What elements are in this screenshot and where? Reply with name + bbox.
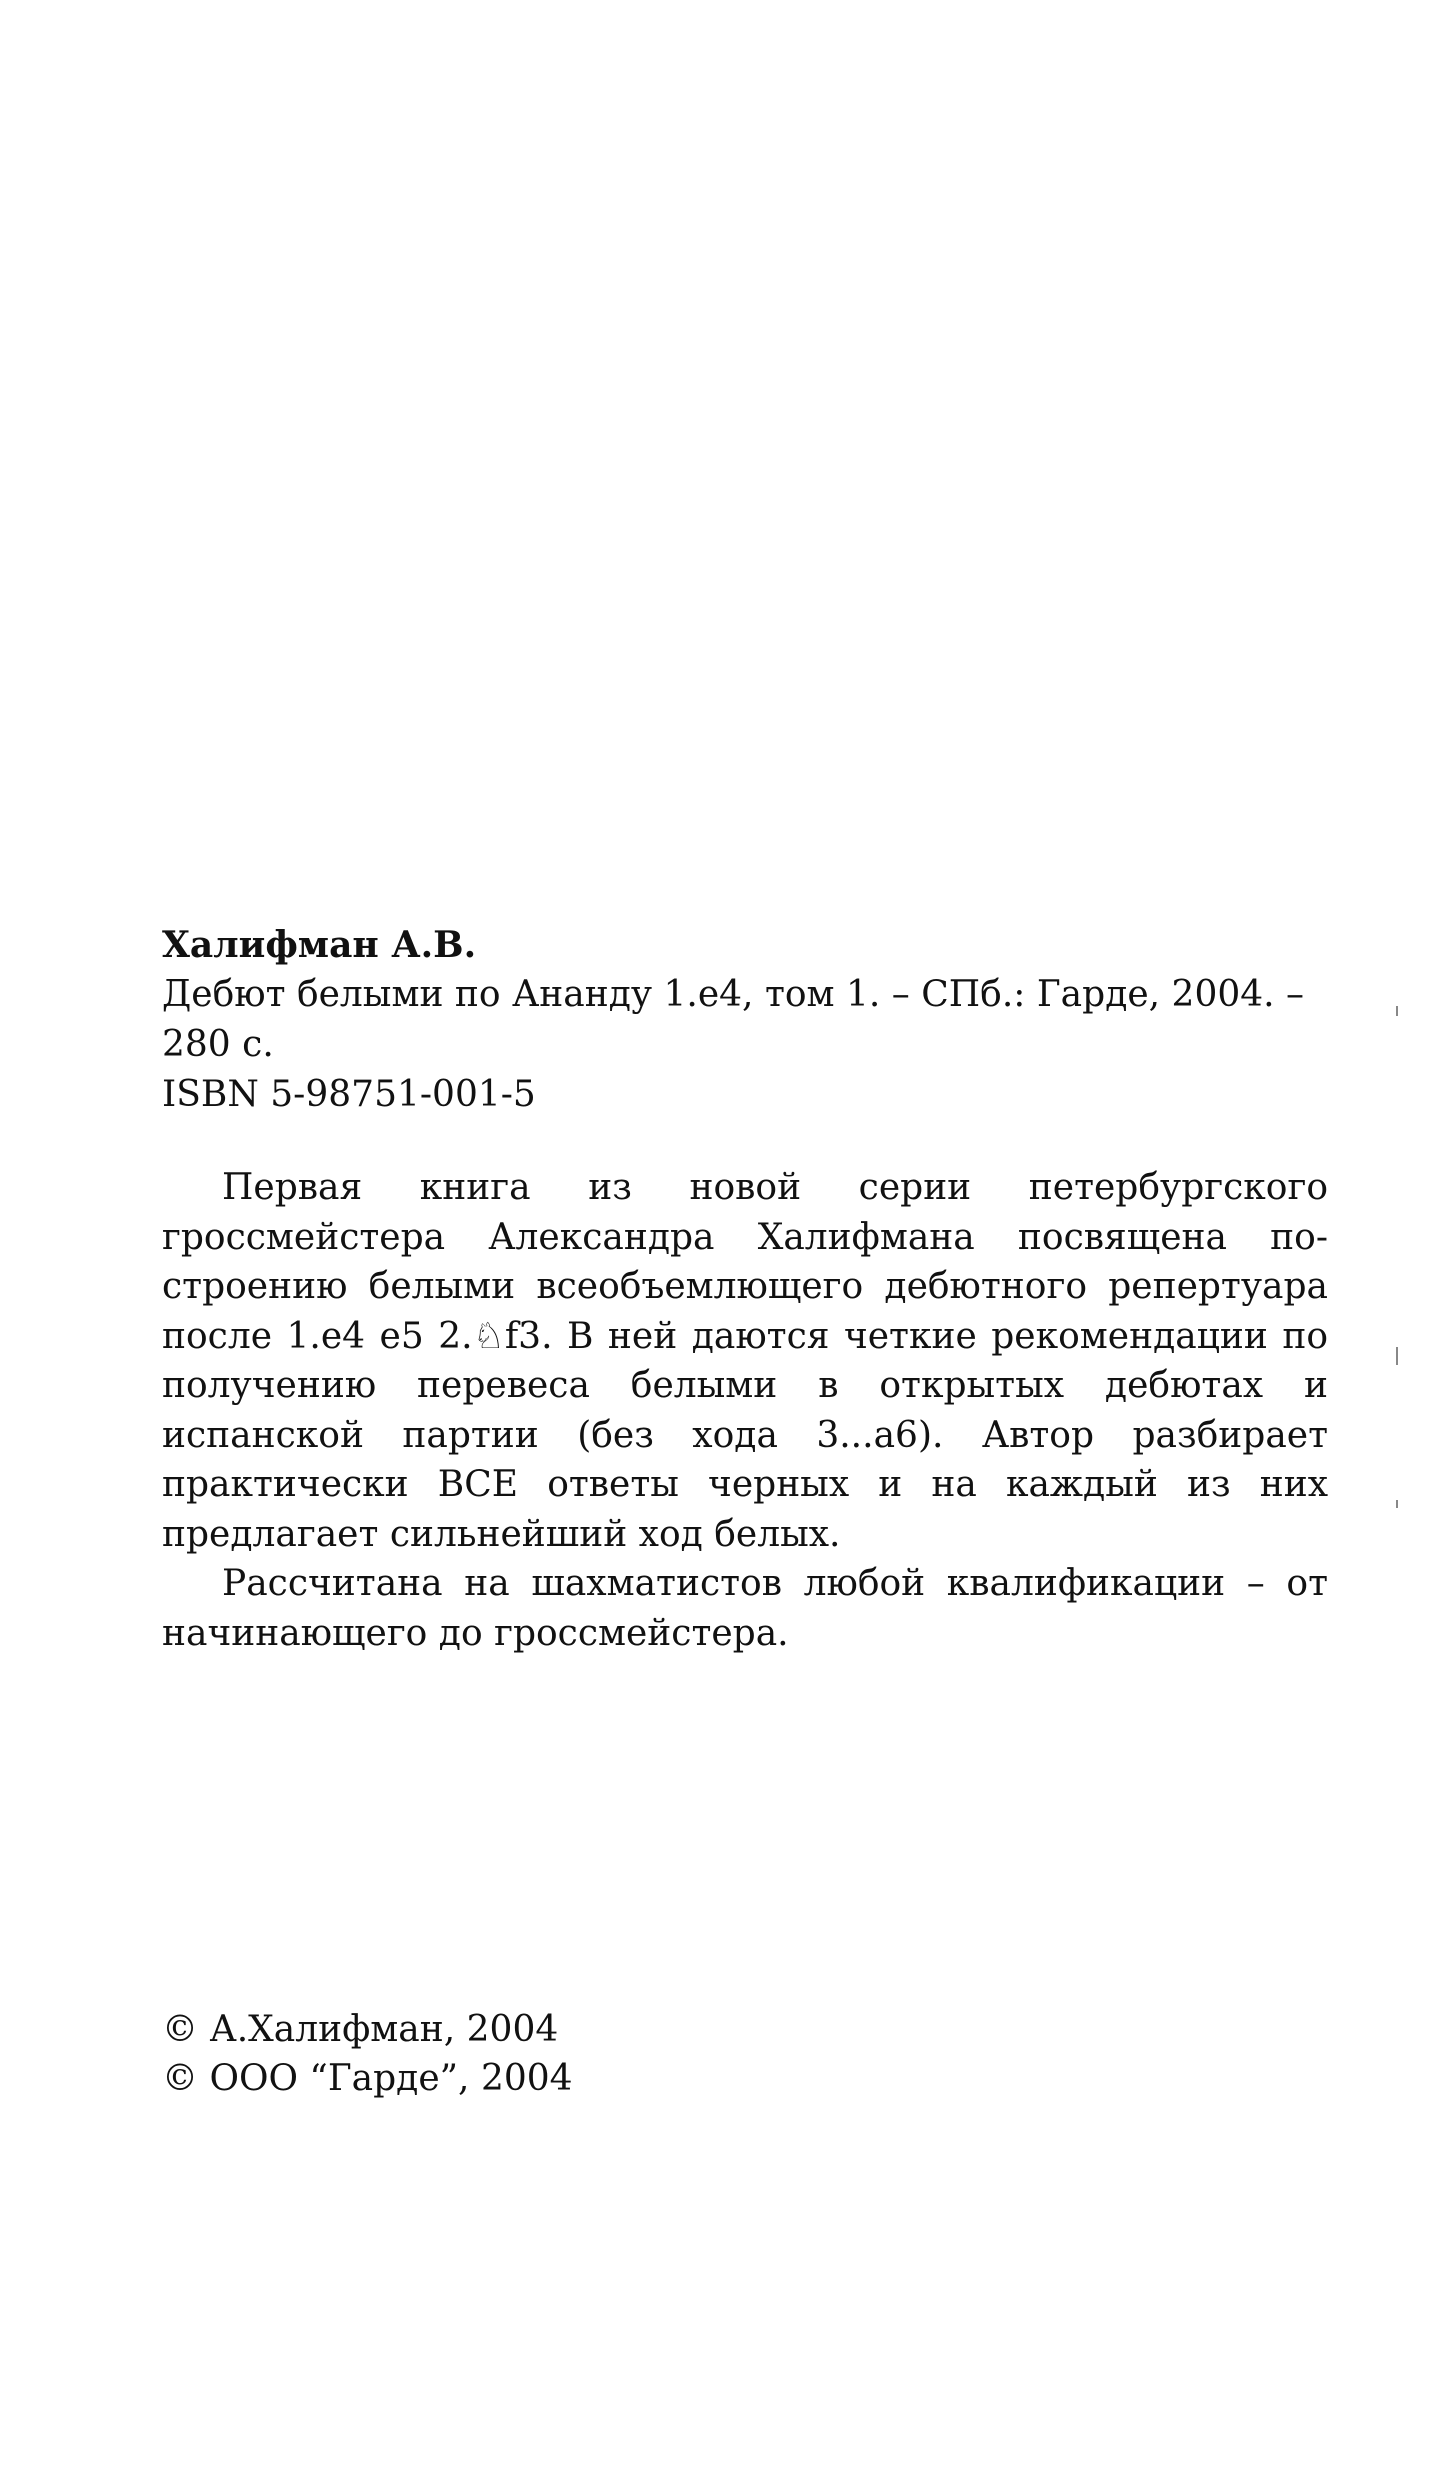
scan-mark <box>1396 1347 1398 1365</box>
author-name: Халифман А.В. <box>162 924 477 966</box>
copyright-block <box>162 2005 573 2103</box>
bibliographic-record <box>162 920 1322 1120</box>
copyright-publisher: © ООО “Гарде”, 2004 <box>162 2058 573 2099</box>
scan-mark <box>1396 1500 1398 1508</box>
isbn: ISBN 5-98751-001-5 <box>162 1074 536 1115</box>
scan-mark <box>1396 1006 1398 1016</box>
copyright-author: © А.Халифман, 2004 <box>162 2009 559 2050</box>
annotation-paragraph: Рассчитана на шахматистов любой квалификации – от начинающего до гроссмейстера. <box>162 1563 1328 1654</box>
annotation <box>162 1163 1328 1658</box>
page-count: 280 с. <box>162 1024 274 1065</box>
annotation-paragraph: Первая книга из новой серии петербургского гроссмейстера Александра Халифмана посвящена построению белыми всеобъемлющего дебютного репертуара после 1.е4 е5 2.♘f3. В ней даются четкие рекомендации по получению перевеса белыми в открытых дебютах и испанской партии (без хода 3...а6). Автор разбирает практически ВСЕ ответы черных и на каждый из них предлагает сильнейший ход белых. <box>162 1167 1328 1555</box>
title-line: Дебют белыми по Ананду 1.е4, том 1. – СПб.: Гарде, 2004. – <box>162 974 1305 1015</box>
